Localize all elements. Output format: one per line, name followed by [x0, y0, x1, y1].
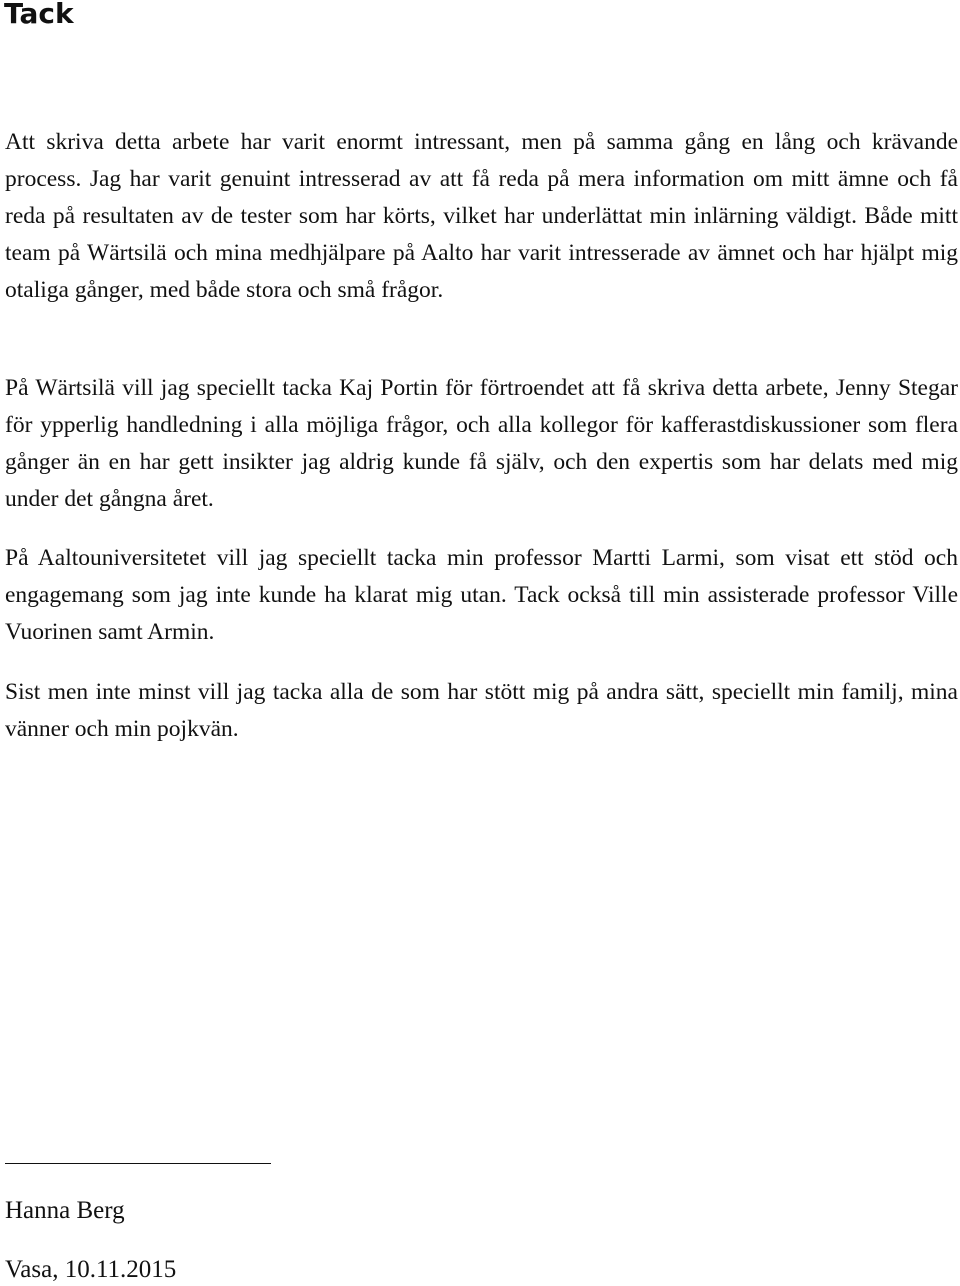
paragraph-intro: Att skriva detta arbete har varit enormt intressant, men på samma gång en lång och krävande process. Jag har varit genuint intresserad av att få reda på mera information om mitt ämne och få reda på resultaten av de tester som har körts, vilket har underlättat min inlärning väldigt. Både mitt team på Wärtsilä och mina medhjälpare på Aalto har varit intresserade av ämnet och har hjälpt mig otaliga gånger, med både stora och små frågor. [5, 129, 958, 303]
signature-line [5, 1163, 271, 1164]
paragraph-wartsila: På Wärtsilä vill jag speciellt tacka Kaj Portin för förtroendet att få skriva detta arbete, Jenny Stegar för ypperlig handledning i alla möjliga frågor, och alla kollegor för kafferastdiskussioner som flera gånger än en har gett insikter jag aldrig kunde få själv, och den expertis som har delats med mig under det gångna året. [5, 375, 958, 512]
paragraph-closing: Sist men inte minst vill jag tacka alla de som har stött mig på andra sätt, speciellt min familj, mina vänner och min pojkvän. [5, 679, 958, 742]
page-title: Tack [4, 0, 74, 30]
paragraph-aalto: På Aaltouniversitetet vill jag speciellt tacka min professor Martti Larmi, som visat ett stöd och engagemang som jag inte kunde ha klarat mig utan. Tack också till min assisterade professor Ville Vuorinen samt Armin. [5, 545, 958, 645]
signature-place-date: Vasa, 10.11.2015 [5, 1256, 177, 1283]
signature-name: Hanna Berg [5, 1197, 125, 1224]
